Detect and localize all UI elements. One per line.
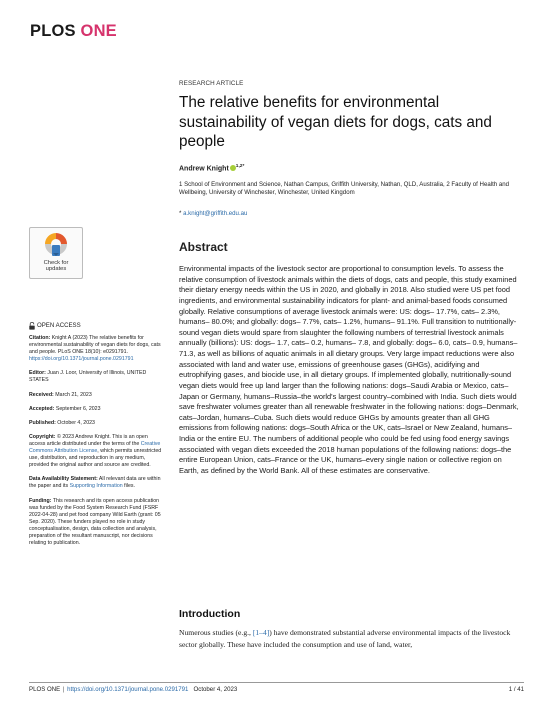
received-block [29,392,164,399]
check-badge-line2: updates [45,266,67,273]
citation-label: Citation: [29,335,51,341]
accepted-date: September 6, 2023 [54,405,101,412]
footer-journal: PLOS ONE [29,686,61,693]
copyright-text-2: , which permits unrestricted use, distribution, and reproduction in any medium, provided the original author and source are credited. [29,448,162,469]
check-badge-line1: Check for [43,260,69,266]
data-availability-label: Data Availability Statement: [29,476,98,483]
affiliations: 1 School of Environment and Science, Nathan Campus, Griffith University, Nathan, QLD, Australia, 2 Faculty of Health and Wellbeing, University of Winchester, Winchester, United Kingdom [179,181,510,197]
citation-text: Knight A (2023) The relative benefits for environmental sustainability of vegan diets for dogs, cats and people. PLoS ONE 18(10): e0291791. [29,335,161,356]
footer-date: October 4, 2023 [193,686,238,693]
copyright-label: Copyright: [29,433,56,440]
article-title: The relative benefits for environmental sustainability of vegan diets for dogs, cats and people [179,94,492,150]
open-lock-icon [29,322,35,330]
accepted-label: Accepted: [29,405,55,412]
introduction-text [179,627,521,650]
check-for-updates-icon [44,232,68,258]
corresponding-email [179,210,247,217]
journal-logo[interactable] [30,22,117,41]
author-affil-marks: 1,2 [235,164,243,169]
email-star: * [179,210,182,217]
page-number: 1 / 41 [508,686,524,693]
author-line [179,164,244,172]
email-address[interactable]: a.knight@griffith.edu.au [183,210,248,217]
copyright-text-1: © 2023 Andrew Knight. This is an open access article distributed under the terms of the [29,433,148,447]
citation-doi-link[interactable]: https://doi.org/10.1371/journal.pone.0291791 [29,356,134,363]
introduction-heading: Introduction [179,608,241,620]
supporting-information-link[interactable]: Supporting Information [69,483,123,490]
footer-doi-link[interactable]: https://doi.org/10.1371/journal.pone.0291791 [67,686,189,693]
article-metadata-sidebar [29,322,164,554]
published-block [29,420,164,427]
author-star: * [242,164,245,169]
abstract-heading: Abstract [179,240,228,254]
check-badge-label [30,260,82,273]
page-footer [29,686,237,693]
funding-text: This research and its open access publication was funded by the Food System Research Fund (FSRF 2022-04-28) and pet food company Wild Earth (grant: 05 Sep. 2020). These funders played no role in study conceptualisation, design, data collection and analysis, preparation of the resultant manuscript, nor decisions relating to publication. [29,497,161,547]
data-availability-text-1: All relevant data are within the paper and its [29,476,161,490]
accepted-block [29,406,164,413]
received-date: March 21, 2023 [53,391,92,398]
editor-block [29,370,164,384]
logo-one: ONE [80,22,117,40]
footer-divider [29,682,524,683]
logo-plos: PLOS [30,22,76,40]
intro-text-after: ) have demonstrated substantial adverse environmental impacts of the livestock sector globally. These have included the consumption and use of land, water, [179,628,511,649]
funding-block [29,498,164,548]
intro-refs-link[interactable]: [1–4] [252,628,270,637]
funding-label: Funding: [29,497,52,504]
editor-text: Juan J. Loor, University of Illinois, UNITED STATES [29,370,147,384]
data-availability-block [29,476,164,490]
check-for-updates-badge[interactable] [29,227,83,279]
published-date: October 4, 2023 [55,419,95,426]
open-access-text: OPEN ACCESS [37,322,81,330]
open-access-label [29,322,164,330]
received-label: Received: [29,391,54,398]
copyright-block [29,434,164,469]
editor-label: Editor: [29,370,46,377]
published-label: Published: [29,419,56,426]
intro-text-before: Numerous studies (e.g., [179,628,253,637]
license-link[interactable]: Creative Commons Attribution License [29,440,161,455]
abstract-text: Environmental impacts of the livestock sector are proportional to consumption levels. To assess the relative consumption of livestock animals within the diets of dogs, cats and people, this study examined their dietary energy needs within the US in 2020, and globally in 2018. Also studied were US pet food ingredients, and environmental sustainability indicators for plant- and animal-based foods consumed globally. Relative consumptions of average livestock animals were: US: dogs– 17.7%, cats– 2.3%, humans– 80.0%; and globally: dogs– 7.7%, cats– 1.2%, humans– 91.1%. Full transition to nutritionally-sound vegan diets would spare from slaughter the following numbers of terrestrial livestock animals annually (billions): US: dogs– 1.7, cats– 0.2, humans– 7.8, and globally: dogs– 6.0, cats– 0.9, humans– 71.3, as well as billions of aquatic animals in all dietary groups. Very large impact reductions were also associated with land and water use, emissions of greenhouse gases (GHGs), acidifying and eutrophifying gases, and biocide use, in all dietary groups. If implemented globally, nutritionally-sound vegan diets would free up land larger than the following nations: dogs–Saudi Arabia or Mexico, cats–Japan or Germany, humans–Russia–the world's largest country–combined with India. Such diets would save freshwater volumes greater than all renewable freshwater in the following nations: dogs–Denmark, cats–Jordan, humans–Cuba. Such diets would reduce GHGs by amounts greater than all GHG emissions from following nations: dogs–South Africa or the UK, cats–Israel or New Zealand, humans–India or the entire EU. The numbers of additional people who could be fed using food energy savings associated with vegan diets exceeded the 2018 human populations of the following nations: dogs–the entire European Union, cats–France or the UK, humans–every single nation or collective region on Earth, as defined by the World Bank. All of these estimates are conservative. [179,264,519,475]
author-name[interactable]: Andrew Knight [179,165,229,173]
article-type: RESEARCH ARTICLE [179,80,244,87]
footer-separator: | [62,686,65,693]
citation-block [29,335,164,363]
data-availability-text-2: files. [122,483,135,490]
